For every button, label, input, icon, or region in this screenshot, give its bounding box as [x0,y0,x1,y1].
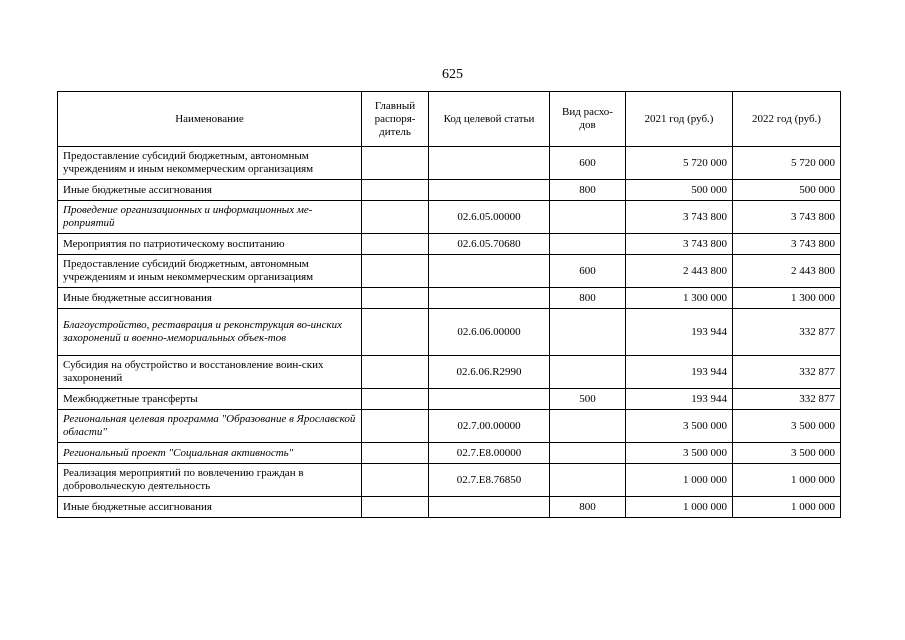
row-name-cell: Региональная целевая программа "Образование в Ярославской области" [58,410,362,443]
row-2021-amount-cell: 1 000 000 [626,464,733,497]
row-expense-type-cell [550,309,626,356]
header-year-2022: 2022 год (руб.) [733,92,841,147]
row-manager-cell [362,201,429,234]
row-2022-amount-cell: 3 500 000 [733,410,841,443]
row-2022-amount-cell: 332 877 [733,389,841,410]
row-manager-cell [362,180,429,201]
row-2021-amount-cell: 2 443 800 [626,255,733,288]
row-name-cell: Реализация мероприятий по вовлечению граждан в добровольческую деятельность [58,464,362,497]
row-code-cell [429,180,550,201]
row-2021-amount-cell: 1 300 000 [626,288,733,309]
row-code-cell [429,147,550,180]
row-expense-type-cell: 500 [550,389,626,410]
row-2022-amount-cell: 500 000 [733,180,841,201]
row-code-cell: 02.6.06.R2990 [429,356,550,389]
row-manager-cell [362,410,429,443]
row-manager-cell [362,356,429,389]
row-expense-type-cell [550,201,626,234]
row-manager-cell [362,234,429,255]
row-expense-type-cell: 800 [550,497,626,518]
row-name-cell: Субсидия на обустройство и восстановление воин-ских захоронений [58,356,362,389]
row-2021-amount-cell: 1 000 000 [626,497,733,518]
row-code-cell: 02.7.E8.00000 [429,443,550,464]
row-name-cell: Предоставление субсидий бюджетным, автономным учреждениям и иным некоммерческим организациям [58,255,362,288]
row-2022-amount-cell: 1 000 000 [733,464,841,497]
row-manager-cell [362,255,429,288]
row-code-cell: 02.7.E8.76850 [429,464,550,497]
row-name-cell: Межбюджетные трансферты [58,389,362,410]
row-2022-amount-cell: 332 877 [733,356,841,389]
row-2021-amount-cell: 5 720 000 [626,147,733,180]
row-2021-amount-cell: 3 500 000 [626,410,733,443]
row-2021-amount-cell: 500 000 [626,180,733,201]
header-name: Наименование [58,92,362,147]
row-manager-cell [362,464,429,497]
row-expense-type-cell [550,464,626,497]
table-body [58,147,841,518]
table-row [58,147,841,180]
table-row [58,389,841,410]
row-manager-cell [362,288,429,309]
row-name-cell: Благоустройство, реставрация и реконструкция во-инских захоронений и военно-мемориальных объек-тов [58,309,362,356]
row-expense-type-cell [550,356,626,389]
row-2022-amount-cell: 3 500 000 [733,443,841,464]
row-2021-amount-cell: 3 743 800 [626,201,733,234]
budget-table [57,91,841,518]
table-row [58,464,841,497]
row-code-cell: 02.6.05.00000 [429,201,550,234]
row-2022-amount-cell: 3 743 800 [733,234,841,255]
row-name-cell: Проведение организационных и информационных ме-роприятий [58,201,362,234]
row-2022-amount-cell: 5 720 000 [733,147,841,180]
header-expense-type: Вид расхо-дов [550,92,626,147]
row-manager-cell [362,309,429,356]
row-code-cell: 02.6.06.00000 [429,309,550,356]
row-code-cell [429,255,550,288]
row-name-cell: Иные бюджетные ассигнования [58,180,362,201]
row-2022-amount-cell: 1 300 000 [733,288,841,309]
page-number: 625 [442,67,463,82]
table-row [58,234,841,255]
row-code-cell [429,288,550,309]
row-2022-amount-cell: 332 877 [733,309,841,356]
row-2021-amount-cell: 3 500 000 [626,443,733,464]
row-manager-cell [362,147,429,180]
row-manager-cell [362,497,429,518]
row-expense-type-cell [550,234,626,255]
row-name-cell: Иные бюджетные ассигнования [58,497,362,518]
header-manager: Главный распоря-дитель [362,92,429,147]
row-2022-amount-cell: 1 000 000 [733,497,841,518]
table-row [58,356,841,389]
table-row [58,497,841,518]
row-name-cell: Иные бюджетные ассигнования [58,288,362,309]
row-2021-amount-cell: 193 944 [626,309,733,356]
row-expense-type-cell: 600 [550,255,626,288]
row-expense-type-cell: 800 [550,180,626,201]
row-manager-cell [362,389,429,410]
header-year-2021: 2021 год (руб.) [626,92,733,147]
row-code-cell: 02.6.05.70680 [429,234,550,255]
table-row [58,410,841,443]
table-row [58,288,841,309]
table-header-row [58,92,841,147]
row-2022-amount-cell: 3 743 800 [733,201,841,234]
row-expense-type-cell: 800 [550,288,626,309]
row-code-cell [429,389,550,410]
row-name-cell: Мероприятия по патриотическому воспитанию [58,234,362,255]
row-expense-type-cell [550,443,626,464]
row-code-cell [429,497,550,518]
row-expense-type-cell [550,410,626,443]
row-manager-cell [362,443,429,464]
row-name-cell: Предоставление субсидий бюджетным, автономным учреждениям и иным некоммерческим организациям [58,147,362,180]
table-row [58,201,841,234]
table-row [58,255,841,288]
table-row [58,180,841,201]
row-2022-amount-cell: 2 443 800 [733,255,841,288]
table-row [58,443,841,464]
row-code-cell: 02.7.00.00000 [429,410,550,443]
row-2021-amount-cell: 193 944 [626,389,733,410]
header-code: Код целевой статьи [429,92,550,147]
row-name-cell: Региональный проект "Социальная активность" [58,443,362,464]
table-row [58,309,841,356]
row-expense-type-cell: 600 [550,147,626,180]
row-2021-amount-cell: 193 944 [626,356,733,389]
row-2021-amount-cell: 3 743 800 [626,234,733,255]
